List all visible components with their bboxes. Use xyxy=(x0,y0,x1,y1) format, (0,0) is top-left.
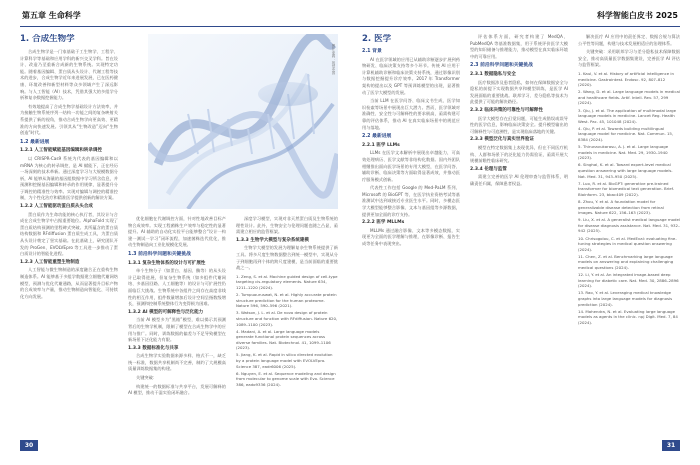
book-title: 科学智能白皮书 2025 xyxy=(596,11,678,20)
dna-illustration xyxy=(148,34,338,209)
body-paragraph: 合成生物学实验数据来源多样、格式不一，缺乏统一标准，数据共享机制尚不完善，制约了大规模高质量训练数据集的构建。 xyxy=(128,353,226,372)
body-paragraph: 以 CRISPR-Cas9 系统为代表的基因编辑和以 mRNA 为核心的转录调控，是 AI 赋能下，正在经历一场深刻的技术革新。通过深度学习与大规模数据分析，AI 能够从海量的基因组数据中学习所含信息，并预测和挖掘基因编辑和转录的作用规律，显著提升分子调控的精准性与效率。实现对编辑与调控的精准控制，为个性化治疗和精准医学提供创新的解决方案。 xyxy=(20,155,118,201)
section-title-medicine: 2. 医学 xyxy=(362,34,392,44)
page-number-left: 30 xyxy=(20,440,38,451)
subsubsection-heading: 1.2.3 人工智能重塑生物制造 xyxy=(20,259,80,265)
body-paragraph: 模型在特定数据集上表现优异，但在不同医疗机构、人群和场景下的泛化能力仍需验证，亟需开展大规模前瞻性临床研究。 xyxy=(470,144,568,164)
body-paragraph: 合成生物学是一门家基础于工生物学、工程学、计算科学等基础和应用学科的新兴交叉学科。旨在设计、改造乃至重新合成新的生物系统。实现特定功能。随着基因编辑、蛋白质从头设计、代谢工程等技术的进步，合成生物学近年来进展发展，已在医药健康、环境改善和新型材料等众多领域产生了深远影响。与人工智能（AI）技术，凭借其强大的多组学分析和复杂数据挖掘能力。 xyxy=(20,49,118,101)
subsubsection-heading: 1.3.3 生物学大模型与复杂系统建模 xyxy=(236,237,309,243)
body-paragraph: 代表性工作包括 Google 的 Med-PaLM 系列、Microsoft 的 BioGPT 等，在医学执业资格考试等基准测试中达到或接近专业医生水平。同时，多模态医学大模型能够整合影像、文本与基因组等多源数据，提供更加全面的诊疗支持。 xyxy=(362,185,460,217)
reference-item: 6. Singhal, K. et al. Toward expert-level medical question answering with large language models. Nat. Med. 31, 943–950 (2025). xyxy=(578,162,673,179)
right-page-column-1 xyxy=(362,34,460,434)
body-paragraph: 医疗数据涉及患者隐私，如何在保障数据安全与隐私的前提下实现数据共享和模型训练，是医学 AI 发展面临的重要挑战。联邦学习、差分隐私等技术为此提供了可能的解决路径。 xyxy=(470,79,568,105)
left-page-column-1 xyxy=(20,34,118,434)
subsection-heading: 1.2 最新进展 xyxy=(20,139,50,145)
subsubsection-heading: 1.2.2 人工智能驱动蛋白质从头合成 xyxy=(20,204,93,210)
reference-item: 12. Li, Y. et al. An integrated image-based deep learning for diabetic care. Nat. Med. 30, 2886–2896 (2024). xyxy=(578,272,679,289)
reference-item: 2. Wang, D. et al. Large language models in medical and healthcare fields. Artif. Intell. Rev. 57, 299 (2024). xyxy=(578,89,680,106)
right-page xyxy=(362,34,680,434)
right-page-column-2 xyxy=(470,34,568,434)
reference-item: 3. Qiu, J. et al. The application of multimodal large language models in medicine. Lancet Reg. Health West. Pac. 45, 101048 (2024). xyxy=(578,107,677,124)
subsection-heading: 1.3 前沿科学问题和关键挑战 xyxy=(128,251,191,257)
reference-item: 1. Kaul, V. et al. History of artificial intelligence in medicine. Gastrointest. Endosc. 92, 807–812 (2020). xyxy=(578,70,674,88)
reference-item: 5. Thirunavukarasu, A. J. et al. Large language models in medicine. Nat. Med. 29, 1930–1940 (2023). xyxy=(578,144,669,161)
left-page xyxy=(20,34,338,434)
reference-item: 14. Mahendra, N. et al. Evaluating large language models as agents in the clinic. npj Digit. Med. 7, 84 (2024). xyxy=(578,308,678,325)
reference-item: 8. Zhou, Y. et al. A foundation model for generalizable disease detection from retinal images. Nature 622, 156–163 (2023). xyxy=(578,198,664,216)
body-paragraph: 当前 AI 模型多为“黑箱”模型，难以揭示其预测背后的生物学机制，限制了模型在合成生物学中的应用与推广。同时，训练数据的偏差与不足导致模型在新场景下泛化能力有限。 xyxy=(128,317,226,343)
header-divider xyxy=(20,26,680,27)
body-paragraph: 构建统一的数据标准与共享平台，发展可解释的 AI 模型，推动干湿实验闭环融合。 xyxy=(128,383,226,396)
reference-item: 7. Luo, R. et al. BioGPT: generative pre-trained transformer for biomedical text generation. Brief. Bioinform. 23, bbac409 (2022). xyxy=(578,180,675,197)
body-paragraph: 解决医疗 AI 应用中的责任界定、数据合规与算法公平性等问题，构建与技术发展相适应的治理体系。 xyxy=(578,34,680,46)
body-paragraph: 关键突破： xyxy=(136,375,157,381)
body-paragraph: AI 在医学领域的应用已从辅助诊断逐步扩展到药物研发、临床决策支持等多个环节。传统 AI 应用于计算机辅助诊断和临床决策支持系统，通过影像识别与数据挖掘提升诊疗效率。2017 年 Transformer 架构的提出以及 GPT 等预训练模型的出现，显著推动了医学大模型的发展。 xyxy=(362,56,460,95)
subsection-heading: 2.3 前沿科学问题和关键挑战 xyxy=(470,63,533,69)
left-page-column-3 xyxy=(236,216,338,434)
dna-helix-image xyxy=(148,34,338,209)
body-paragraph: 关键突破：采用联邦学习与差分隐私技术保障数据安全，推动高质量医学数据集建设，完善医学 AI 评估与监管框架。 xyxy=(578,49,680,68)
section-title-synthetic-biology: 1. 合成生物学 xyxy=(20,34,75,44)
reference-item: 9. Liu, X. et al. A generalist medical language model for disease diagnosis assistance. Nat. Med. 31, 932–942 (2025). xyxy=(578,217,680,234)
body-paragraph: 医学大模型存在幻觉问题，可能生成错误或误导性的医学信息，影响临床决策安全。提升模型输出的可解释性与可追溯性，是实现临床落地的关键。 xyxy=(470,115,568,134)
subsubsection-heading: 1.3.1 复杂生物体系的设计与可扩展性 xyxy=(128,260,206,266)
left-page-column-2 xyxy=(128,216,226,434)
subsubsection-heading: 2.3.3 模型泛化与真实世界验证 xyxy=(470,137,534,143)
subsubsection-heading: 2.3.2 临床决策的可靠性与可解释性 xyxy=(470,107,543,113)
reference-item: 13. Rao, Y. et al. Leveraging medical knowledge graphs into large language models for diagnosis prediction (2024). xyxy=(578,290,673,307)
subsubsection-heading: 2.2.2 医学 MLLMs xyxy=(362,220,405,226)
reference-item: 5. Jiang, K. et al. Rapid in silico directed evolution by a protein language model with EVOLVEpro. Science 387, eadr6006 (2025). xyxy=(236,352,333,369)
reference-item: 11. Chen, Z. et al. Benchmarking large language models on answering and explaining challenging medical questions (2024). xyxy=(578,253,674,270)
body-paragraph: 生物学大模型的发展为理解复杂生物系统提供了新工具。将多尺度生物数据整合到统一模型中，实现从分子到细胞再到个体的跨尺度建模，是当前面临的重要挑战之一。 xyxy=(236,245,338,271)
body-paragraph: 优化细胞在代谢调控方面，针对性地改善目标产物合成效率。实现工程菌株生产效率与稳定性的显著提升。AI 辅助的自动化实验平台能够整合“设计一构建一测试一学习”闭环流程，加速菌株迭代优化，推动生物制造向工业化规模化发展。 xyxy=(128,216,226,248)
subsubsection-heading: 1.3.2 AI 模型的可解释性与泛化能力 xyxy=(128,309,204,315)
subsection-heading: 2.2 最新进展 xyxy=(362,134,392,140)
subsubsection-heading: 2.2.1 医学 LLMs xyxy=(362,142,400,148)
body-paragraph: 深度学习模型，实现对非天然蛋白质及生物系统的理性设计。此外，生物安全与伦理问题也随之凸显，亟需建立相应的监管框架。 xyxy=(236,216,338,235)
body-paragraph: 当前 LLM 在医学问答、临床文书生成、医学知识检索等场景中展现出巨大潜力。然而，医学领域对准确性、安全性与可解释性的要求极高，亟需构建可靠的评估体系，推动 AI 在真实临床场景中的规范应用与落地。 xyxy=(362,98,460,130)
body-paragraph: 有效地提高了合成生物学基础设计方法效率，并为接触生物系统序列一结构一功能之间的复杂映射关系提供了新的视角，推动合成生物学向更高效、更精准的方向快速发展。引领其从“生物改造”迈向“生物创造”时代。 xyxy=(20,103,118,136)
body-paragraph: 单个生物分子（如蛋白、基因、酶等）的从头设计已取得进展，但复杂生物系统（如多组件代谢网络、多基因回路、人工细胞等）的设计与可扩展性仍面临巨大挑战。生物系统中各组件之间存在高度非线性的相互作用，组件数量增加后设计空间呈指数级增长，预测和控制系统整体行为变得极为困难。 xyxy=(128,268,226,307)
subsubsection-heading: 1.3.3 数据标准化与共享 xyxy=(128,345,179,351)
subsubsection-heading: 1.2.1 人工智能赋能基因编辑和转录调控 xyxy=(20,148,102,154)
body-paragraph: 需建立完善的医学 AI 伦理审查与监管体系，明确责任归属，保障患者权益。 xyxy=(470,174,568,186)
subsubsection-heading: 2.3.1 数据隐私与安全 xyxy=(470,71,516,77)
subsubsection-heading: 2.3.4 伦理与监管 xyxy=(470,166,507,172)
reference-item: 4. Qiu, P. et al. Towards building multilingual language model for medicine. Nat. Commun. 15, 8384 (2024). xyxy=(578,125,674,142)
reference-item: 10. Chrisogolou, C. et al. MedEval: evaluating fine-tuning strategies in medical question answering (2024). xyxy=(578,235,677,252)
body-paragraph: 人工智能与微生物制造的深度融合正在重构生物制造体系。AI 能够基于多组学数据建立细胞代谢网络模型，预测与优化代谢通路，从而显著提升目标产物的合成效率与产量，推动生物制造向智能化、可持续化方向发展。 xyxy=(20,267,118,299)
body-paragraph: MLLMs 通过融合影像、文本等多模态数据，实现更为全面的医学理解与推理，在影像诊断、报告生成等任务中表现突出。 xyxy=(362,227,460,247)
body-paragraph: 蛋白质作为生命功能的核心执行者，其设计与合成在合成生物学中占据重要地位。AlphaFold 实现了蛋白质结构预测的里程碑式突破。其所蕴含的蛋白质结构数据和 RFdiffusion 蛋白质生成工具，为蛋白质从头设计奠定了坚实基础。在此基础上，研究团队开发的 ProGen、EVOLVEpro 等工具进一步推动了蛋白质设计的智能化进程。 xyxy=(20,211,118,257)
body-paragraph: 评估体系方面，研究者构建了 MedQA、PubMedQA 等基准数据集，用于系统评价医学大模型的知识储备与推理能力，推动模型在真实临床环境中的可靠应用。 xyxy=(470,34,568,59)
reference-item: 6. Nguyen, E. et al. Sequence modeling and design from molecular to genome scale with Evo. Science 386, eado9336 (2024). xyxy=(236,370,336,387)
reference-item: 2. Tumpuouruswat, N. et al. Highly accurate protein structure prediction for the human proteome. Nature 596, 590–596 (2021). xyxy=(236,292,337,309)
image-credit: 图片来源：视觉中国 xyxy=(331,44,335,75)
page-number-right: 31 xyxy=(662,440,680,451)
subsection-heading: 2.1 背景 xyxy=(362,49,382,54)
body-paragraph: LLMs 在医学文本解析中展现出卓越能力，可高效处理病历、医学文献等非结构化数据。国内外团队相继推出面向医学场景的专用大模型，在医学问答、辅助诊断、临床决策等方面取得显著成效，并推动医疗服务模式创新。 xyxy=(362,150,460,182)
page-header xyxy=(0,0,700,28)
reference-item: 1. Zeng, S. et al. Machine guided design of cell-type targeting cis-regulatory elements. Nature 634, 1211–1220 (2024). xyxy=(236,273,338,290)
reference-item: 4. Madani, A. et al. Large language models generate functional protein sequences across diverse families. Nat. Biotechnol. 41, 1099–1106 (2023). xyxy=(236,328,331,351)
chapter-title: 第五章 生命科学 xyxy=(22,11,81,20)
reference-item: 3. Watson, J. L. et al. De novo design of protein structure and function with RFdiffusion. Nature 620, 1089–1100 (2023). xyxy=(236,310,338,327)
right-page-column-3 xyxy=(578,34,680,434)
